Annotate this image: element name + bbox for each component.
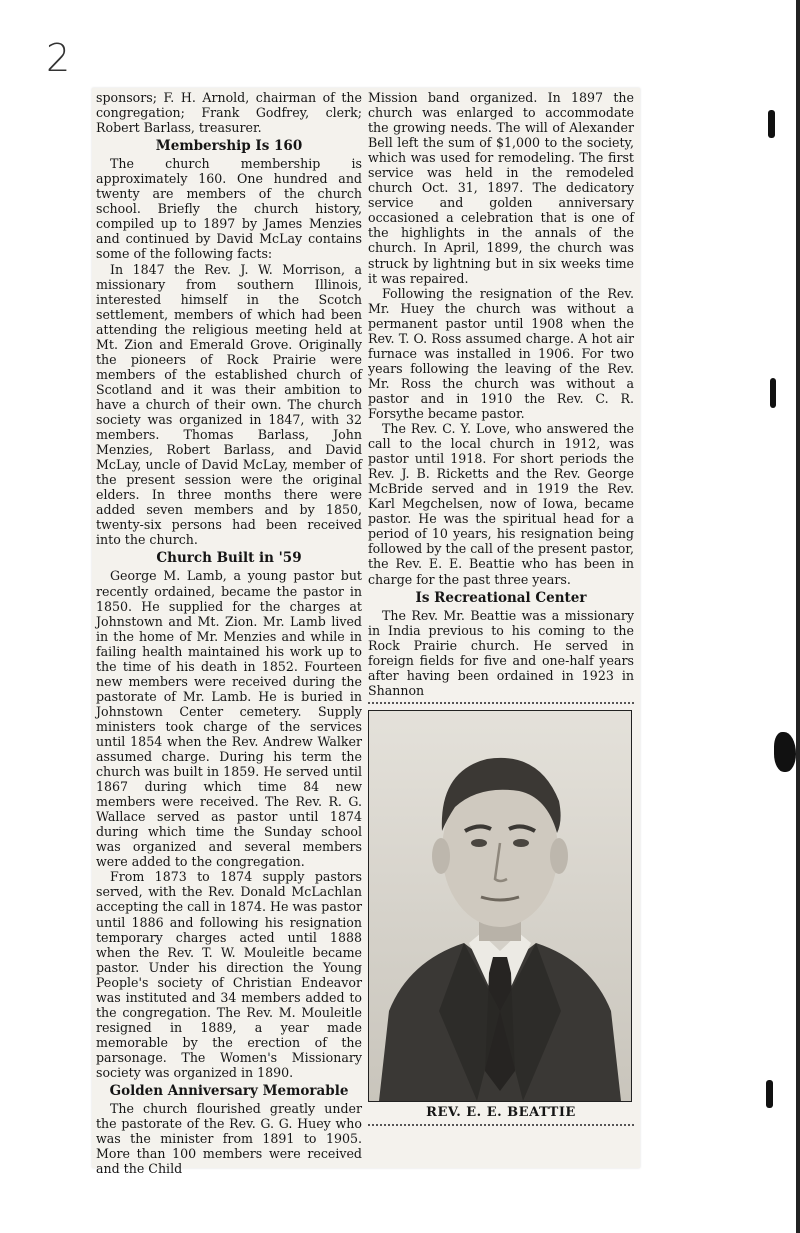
- punch-hole-mark: [766, 1080, 773, 1108]
- paragraph: sponsors; F. H. Arnold, chairman of the congregation; Frank Godfrey, clerk; Robert Barlass, treasurer.: [96, 90, 362, 136]
- punch-hole-mark: [770, 378, 776, 408]
- paragraph: The Rev. Mr. Beattie was a missionary in India previous to his coming to the Rock Prairie church. He served in foreign fields for five and one-half years after having been ordained in 1923 in Shannon: [368, 607, 634, 698]
- left-column: [96, 90, 362, 1176]
- right-column-text: [368, 90, 634, 698]
- paragraph: George M. Lamb, a young pastor but recently ordained, became the pastor in 1850. He supplied for the charges at Johnstown and Mt. Zion. Mr. Lamb lived in the home of Mr. Menzies and while in failing health maintained his work up to the time of his death in 1852. Fourteen new members were received during the pastorate of Mr. Lamb. He is buried in Johnstown Center cemetery. Supply ministers took charge of the services until 1854 when the Rev. Andrew Walker assumed charge. During his term the church was built in 1859. He served until 1867 during which time 84 new members were received. The Rev. R. G. Wallace served as pastor until 1874 during which time the Sunday school was organized and several members were added to the congregation.: [96, 568, 362, 870]
- paragraph: In 1847 the Rev. J. W. Morrison, a missionary from southern Illinois, interested himself in the Scotch settlement, members of which had been attending the religious meeting held at Mt. Zion and Emerald Grove. Originally the pioneers of Rock Prairie were members of the established church of Scotland and it was their ambition to have a church of their own. The church society was organized in 1847, with 32 members. Thomas Barlass, John Menzies, Robert Barlass, and David McLay, uncle of David McLay, member of the present session were the original elders. In three months there were added seven members and by 1850, twenty-six persons had been received into the church.: [96, 261, 362, 548]
- section-heading: Is Recreational Center: [415, 589, 587, 606]
- portrait-illustration: [369, 711, 631, 1101]
- portrait-photo: [368, 710, 632, 1102]
- punch-hole-mark: [768, 110, 775, 138]
- paragraph: The Rev. C. Y. Love, who answered the call to the local church in 1912, was pastor until 1918. For short periods the Rev. J. B. Ricketts and the Rev. George McBride served and in 1919 the Rev. Karl Megchelsen, now of Iowa, became pastor. He was the spiritual head for a period of 10 years, his resignation being followed by the call of the present pastor, the Rev. E. E. Beattie who has been in charge for the past three years.: [368, 421, 634, 587]
- right-column: [368, 90, 634, 1126]
- section-heading: Membership Is 160: [155, 138, 303, 155]
- section-divider: [368, 702, 634, 704]
- paragraph: Following the resignation of the Rev. Mr. Huey the church was without a permanent pastor until 1908 when the Rev. T. O. Ross assumed charge. A hot air furnace was installed in 1906. For two years following the leaving of the Rev. Mr. Ross the church was without a pastor and in 1910 the Rev. C. R. Forsythe became pastor.: [368, 285, 634, 421]
- section-heading: Golden Anniversary Memorable: [109, 1083, 349, 1100]
- bottom-divider: [368, 1124, 634, 1126]
- photo-caption: REV. E. E. BEATTIE: [426, 1104, 576, 1120]
- paragraph: The church flourished greatly under the pastorate of the Rev. G. G. Huey who was the minister from 1891 to 1905. More than 100 members were received and the Child: [96, 1101, 362, 1177]
- paragraph: Mission band organized. In 1897 the church was enlarged to accommodate the growing needs. The will of Alexander Bell left the sum of $1,000 to the society, which was used for remodeling. The first service was held in the remodeled church Oct. 31, 1897. The dedicatory service and golden anniversary occasioned a celebration that is one of the highlights in the annals of the church. In April, 1899, the church was struck by lightning but in six weeks time it was repaired.: [368, 90, 634, 286]
- paragraph: From 1873 to 1874 supply pastors served, with the Rev. Donald McLachlan accepting the call in 1874. He was pastor until 1886 and following his resignation temporary charges acted until 1888 when the Rev. T. W. Mouleitle became pastor. Under his direction the Young People's society of Christian Endeavor was instituted and 34 members added to the congregation. The Rev. M. Mouleitle resigned in 1889, a year made memorable by the erection of the parsonage. The Women's Missionary society was organized in 1890.: [96, 869, 362, 1080]
- paragraph: The church membership is approximately 160. One hundred and twenty are members of the church school. Briefly the church history, compiled up to 1897 by James Menzies and continued by David McLay contains some of the following facts:: [96, 156, 362, 262]
- section-heading: Church Built in '59: [156, 550, 302, 567]
- page-number: 2: [46, 36, 71, 80]
- ink-blot-mark: [774, 732, 796, 772]
- page-edge: [796, 0, 800, 1233]
